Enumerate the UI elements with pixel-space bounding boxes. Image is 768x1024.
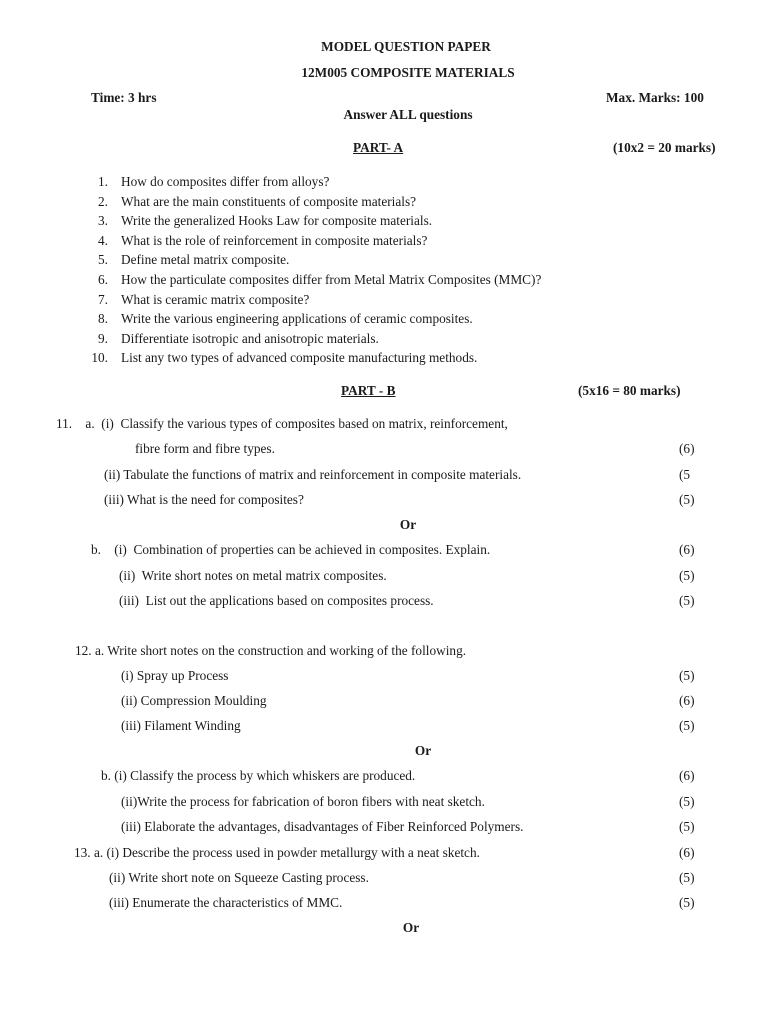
- question-text: What is the role of reinforcement in composite materials?: [121, 232, 428, 248]
- question-number: 5.: [98, 252, 108, 268]
- question-text: What are the main constituents of composite materials?: [121, 193, 417, 209]
- marks-value: (5): [679, 593, 695, 608]
- question-number: 7.: [98, 291, 108, 307]
- part-a-question-list: [0, 175, 768, 371]
- marks-value: (6): [679, 693, 695, 708]
- question-line: (iii) Enumerate the characteristics of MMC.: [109, 895, 343, 910]
- question-number: 6.: [98, 271, 108, 287]
- question-line: (i) Spray up Process: [121, 668, 229, 683]
- question-item: [0, 273, 768, 293]
- subject-title: 12M005 COMPOSITE MATERIALS: [301, 65, 515, 80]
- question-text: How do composites differ from alloys?: [121, 174, 330, 189]
- marks-value: (5): [679, 870, 695, 885]
- question-number: 4.: [98, 232, 108, 248]
- question-line: (iii) Elaborate the advantages, disadvantages of Fiber Reinforced Polymers.: [121, 819, 524, 834]
- question-text: What is ceramic matrix composite?: [121, 291, 310, 307]
- max-marks-label: Max. Marks: 100: [606, 90, 704, 105]
- marks-value: (6): [679, 768, 695, 783]
- part-b-title: PART - B: [341, 383, 396, 398]
- question-line: (ii) Compression Moulding: [121, 693, 267, 708]
- question-line: (ii)Write the process for fabrication of boron fibers with neat sketch.: [121, 794, 485, 809]
- question-text: Define metal matrix composite.: [121, 252, 290, 268]
- time-label: Time: 3 hrs: [91, 90, 157, 105]
- question-line: b. (i) Classify the process by which whiskers are produced.: [101, 768, 416, 783]
- marks-value: (6): [679, 845, 695, 860]
- marks-value: (5): [679, 718, 695, 733]
- question-line: 12. a. Write short notes on the construction and working of the following.: [75, 643, 467, 658]
- question-item: [0, 234, 768, 254]
- question-number: 9.: [98, 330, 108, 346]
- question-number: 8.: [98, 311, 108, 327]
- question-line: b. (i) Combination of properties can be achieved in composites. Explain.: [91, 542, 491, 557]
- question-text: Write the various engineering applications of ceramic composites.: [121, 311, 473, 327]
- question-text: Differentiate isotropic and anisotropic materials.: [121, 330, 379, 346]
- marks-value: (5): [679, 668, 695, 683]
- question-number: 1.: [98, 174, 108, 189]
- marks-value: (5): [679, 819, 695, 834]
- question-line: 11. a. (i) Classify the various types of composites based on matrix, reinforcement,: [56, 416, 508, 431]
- marks-value: (5): [679, 568, 695, 583]
- question-item: [0, 175, 768, 195]
- question-line: fibre form and fibre types.: [135, 441, 275, 456]
- question-text: List any two types of advanced composite manufacturing methods.: [121, 350, 478, 366]
- marks-value: (5): [679, 794, 695, 809]
- question-item: [0, 293, 768, 313]
- question-line: (iii) What is the need for composites?: [104, 492, 304, 507]
- marks-value: (6): [679, 441, 695, 456]
- paper-title: MODEL QUESTION PAPER: [321, 39, 491, 54]
- or-separator: Or: [402, 920, 420, 935]
- question-line: (ii) Write short note on Squeeze Casting process.: [109, 870, 369, 885]
- question-line: (iii) List out the applications based on composites process.: [119, 593, 434, 608]
- question-line: 13. a. (i) Describe the process used in powder metallurgy with a neat sketch.: [74, 845, 480, 860]
- question-text: How the particulate composites differ from Metal Matrix Composites (MMC)?: [121, 271, 542, 287]
- question-item: [0, 312, 768, 332]
- question-item: [0, 351, 768, 371]
- marks-value: (6): [679, 542, 695, 557]
- marks-value: (5): [679, 492, 695, 507]
- question-item: [0, 332, 768, 352]
- question-item: [0, 195, 768, 215]
- question-line: (ii) Write short notes on metal matrix composites.: [119, 568, 387, 583]
- part-a-marks: (10x2 = 20 marks): [613, 140, 716, 155]
- part-b-marks: (5x16 = 80 marks): [578, 383, 681, 398]
- question-item: [0, 253, 768, 273]
- or-separator: Or: [414, 743, 432, 758]
- question-number: 2.: [98, 193, 108, 209]
- question-number: 3.: [98, 213, 108, 229]
- question-number: 10.: [91, 350, 108, 366]
- instruction: Answer ALL questions: [343, 107, 473, 122]
- question-text: Write the generalized Hooks Law for composite materials.: [121, 213, 433, 229]
- question-line: (iii) Filament Winding: [121, 718, 241, 733]
- marks-value: (5): [679, 895, 695, 910]
- or-separator: Or: [399, 517, 417, 532]
- marks-value: (5: [679, 467, 691, 482]
- question-line: (ii) Tabulate the functions of matrix and reinforcement in composite materials.: [104, 467, 522, 482]
- part-a-title: PART- A: [353, 140, 404, 155]
- question-item: [0, 214, 768, 234]
